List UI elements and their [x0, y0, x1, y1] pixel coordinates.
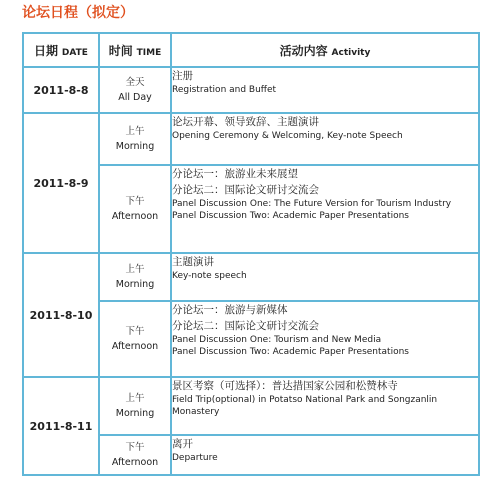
- activity-line: Panel Discussion Two: Academic Paper Presentations: [172, 347, 409, 357]
- activity-cell: [171, 253, 479, 301]
- table-row: [23, 67, 479, 113]
- time-zh: 下午: [125, 326, 145, 337]
- activity-cell: [171, 301, 479, 377]
- time-en: All Day: [118, 92, 152, 103]
- activity-line: 注册: [172, 70, 193, 82]
- activity-cell: [171, 165, 479, 253]
- time-en: Morning: [115, 408, 155, 419]
- activity-line: 分论坛一：旅游业未来展望: [172, 168, 298, 180]
- activity-line: Opening Ceremony & Welcoming, Key-note Speech: [172, 131, 403, 141]
- header-row: [23, 33, 479, 67]
- time-zh: 下午: [125, 196, 145, 207]
- page-title: 论坛日程（拟定）: [22, 5, 134, 21]
- date-cell: 2011-8-10: [23, 253, 99, 377]
- activity-line: 主题演讲: [172, 256, 214, 268]
- header-date-en: DATE: [61, 47, 88, 58]
- time-cell: [99, 377, 171, 435]
- time-zh: 下午: [125, 442, 145, 453]
- date-cell: 2011-8-11: [23, 377, 99, 475]
- activity-cell: [171, 67, 479, 113]
- header-time-en: TIME: [136, 47, 162, 58]
- activity-line: Panel Discussion Two: Academic Paper Presentations: [172, 211, 409, 221]
- time-zh: 上午: [125, 264, 145, 275]
- activity-line: 论坛开幕、领导致辞、主题演讲: [172, 116, 319, 128]
- time-cell: [99, 435, 171, 475]
- header-time-zh: 时间: [108, 43, 133, 58]
- time-cell: [99, 113, 171, 165]
- activity-line: Panel Discussion One: The Future Version for Tourism Industry: [172, 199, 452, 209]
- time-cell: [99, 165, 171, 253]
- time-en: Afternoon: [111, 211, 159, 222]
- header-date: [23, 33, 99, 67]
- time-zh: 上午: [125, 393, 145, 404]
- time-cell: [99, 301, 171, 377]
- date-cell: 2011-8-8: [23, 67, 99, 113]
- date-cell: 2011-8-9: [23, 113, 99, 253]
- time-cell: [99, 253, 171, 301]
- activity-line: 景区考察（可选择）：普达措国家公园和松赞林寺: [172, 380, 398, 392]
- activity-line: 分论坛二：国际论文研讨交流会: [172, 320, 319, 332]
- activity-line: 离开: [172, 438, 193, 450]
- table-row: [23, 377, 479, 435]
- time-zh: 上午: [125, 126, 145, 137]
- schedule-table: [22, 32, 480, 476]
- table-row: [23, 113, 479, 165]
- activity-line: 分论坛二：国际论文研讨交流会: [172, 184, 319, 196]
- header-time: [99, 33, 171, 67]
- activity-line: Panel Discussion One: Tourism and New Media: [172, 335, 382, 345]
- activity-line: Field Trip(optional) in Potatso National Park and Songzanlin Monastery: [172, 395, 438, 417]
- time-en: Morning: [115, 141, 155, 152]
- activity-line: Registration and Buffet: [172, 85, 277, 95]
- activity-line: Key-note speech: [172, 271, 247, 281]
- header-activity-en: Activity: [331, 47, 371, 58]
- activity-cell: [171, 113, 479, 165]
- time-en: Afternoon: [111, 457, 159, 468]
- time-en: Afternoon: [111, 341, 159, 352]
- header-date-zh: 日期: [34, 43, 59, 58]
- activity-line: 分论坛一：旅游与新媒体: [172, 304, 288, 316]
- header-activity-zh: 活动内容: [279, 43, 328, 58]
- activity-cell: [171, 435, 479, 475]
- time-cell: [99, 67, 171, 113]
- header-activity: [171, 33, 479, 67]
- table-row: [23, 253, 479, 301]
- activity-cell: [171, 377, 479, 435]
- time-en: Morning: [115, 279, 155, 290]
- activity-line: Departure: [172, 453, 218, 463]
- time-zh: 全天: [125, 77, 145, 88]
